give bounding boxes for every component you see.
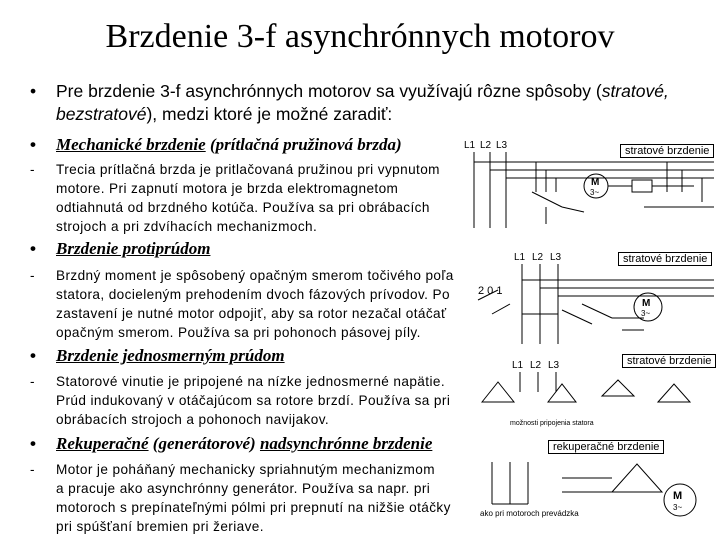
- desc-line: a pracuje ako asynchrónny generátor. Používa sa napr. pri: [56, 481, 431, 496]
- motor-sub-label: 3~: [673, 503, 683, 512]
- heading-underlined-2: nadsynchrónne brzdenie: [259, 434, 433, 453]
- phase-label: L1: [512, 360, 524, 371]
- section-bullet: •: [30, 135, 36, 154]
- phase-label: L3: [548, 360, 560, 371]
- phase-label: L2: [530, 360, 542, 371]
- diagram-label: stratové brzdenie: [622, 354, 716, 368]
- heading-underlined: Brzdenie protiprúdom: [56, 239, 211, 258]
- switch-positions: 2 0 1: [478, 285, 503, 297]
- desc-line: Statorové vinutie je pripojené na nízke jednosmerné napätie.: [56, 374, 445, 389]
- desc-line: Motor je poháňaný mechanicky spriahnutým mechanizmom: [56, 462, 435, 477]
- diagram-countercurrent: [462, 244, 720, 348]
- diagram-label: stratové brzdenie: [618, 252, 712, 266]
- dash: -: [30, 462, 35, 477]
- section-bullet: •: [30, 239, 36, 258]
- diagram-dc-braking: [462, 352, 720, 430]
- intro-paragraph: [30, 80, 700, 126]
- diagram-mechanical-brake: [462, 132, 720, 232]
- heading-underlined: Mechanické brzdenie: [56, 135, 206, 154]
- desc-line: Trecia prítlačná brzda je pritlačovaná pružinou pri vypnutom: [56, 162, 440, 177]
- section-description-countercurrent: [30, 266, 458, 342]
- motor-sub-label: 3~: [590, 188, 600, 197]
- intro-italic: stratové, bezstratové: [56, 81, 669, 124]
- motor-sub-label: 3~: [641, 309, 651, 318]
- diagram-label: rekuperačné brzdenie: [548, 440, 664, 454]
- desc-line: Prúd indukovaný v otáčajúcom sa rotore brzdí. Používa sa pri: [56, 393, 451, 408]
- intro-text-before: Pre brzdenie 3-f asynchrónnych motorov sa využívajú rôzne spôsoby (: [56, 81, 602, 101]
- desc-line: odtiahnutá od brzdného kotúča. Používa sa pri obrábacích: [56, 200, 430, 215]
- phase-label: L1: [464, 140, 476, 151]
- heading-rest: (generátorové): [148, 434, 260, 453]
- diagram-label: stratové brzdenie: [620, 144, 714, 158]
- dash: -: [30, 374, 35, 389]
- phase-label: L2: [480, 140, 492, 151]
- desc-line: obrábacích strojoch a pohonoch navijakov.: [56, 412, 330, 427]
- desc-line: strojoch a pri zdvíhacích mechanizmoch.: [56, 219, 318, 234]
- desc-line: motore. Pri zapnutí motora je brzda elektromagnetom: [56, 181, 399, 196]
- intro-bullet: •: [30, 81, 37, 101]
- dash: -: [30, 162, 35, 177]
- section-description-mechanical: [30, 160, 458, 236]
- section-description-dc: [30, 372, 458, 429]
- section-bullet: •: [30, 434, 36, 453]
- phase-label: L2: [532, 252, 544, 263]
- diagram-caption: ako pri motoroch prevádzka: [480, 509, 579, 518]
- phase-label: L3: [496, 140, 508, 151]
- desc-line: opačným smerom. Používa sa pri pohonoch pásovej píly.: [56, 325, 421, 340]
- motor-label: M: [673, 490, 683, 502]
- heading-rest: (prítlačná pružinová brzda): [205, 135, 402, 154]
- diagram-regenerative: [462, 434, 720, 538]
- diagram-caption: možnosti pripojenia statora: [510, 420, 594, 427]
- section-description-regenerative: [30, 460, 458, 536]
- desc-line: pri spúšťaní bremien pri žeriave.: [56, 519, 264, 534]
- heading-underlined: Brzdenie jednosmerným prúdom: [56, 346, 285, 365]
- motor-label: M: [591, 177, 600, 188]
- phase-label: L1: [514, 252, 526, 263]
- desc-line: motoroch s prepínateľnými pólmi pri prepnutí na nižšie otáčky: [56, 500, 451, 515]
- page-title: Brzdenie 3-f asynchrónnych motorov: [105, 18, 615, 55]
- desc-line: statora, docieleným prehodením dvoch fázových prívodov. Po: [56, 287, 450, 302]
- section-bullet: •: [30, 346, 36, 365]
- desc-line: Brzdný moment je spôsobený opačným smerom točivého poľa: [56, 268, 454, 283]
- motor-label: M: [642, 298, 651, 309]
- phase-label: L3: [550, 252, 562, 263]
- intro-text-after: ), medzi ktoré je možné zaradiť:: [146, 104, 393, 124]
- dash: -: [30, 268, 35, 283]
- heading-underlined: Rekuperačné: [56, 434, 149, 453]
- desc-line: zastavení je nutné motor odpojiť, aby sa rotor nezačal otáčať: [56, 306, 447, 321]
